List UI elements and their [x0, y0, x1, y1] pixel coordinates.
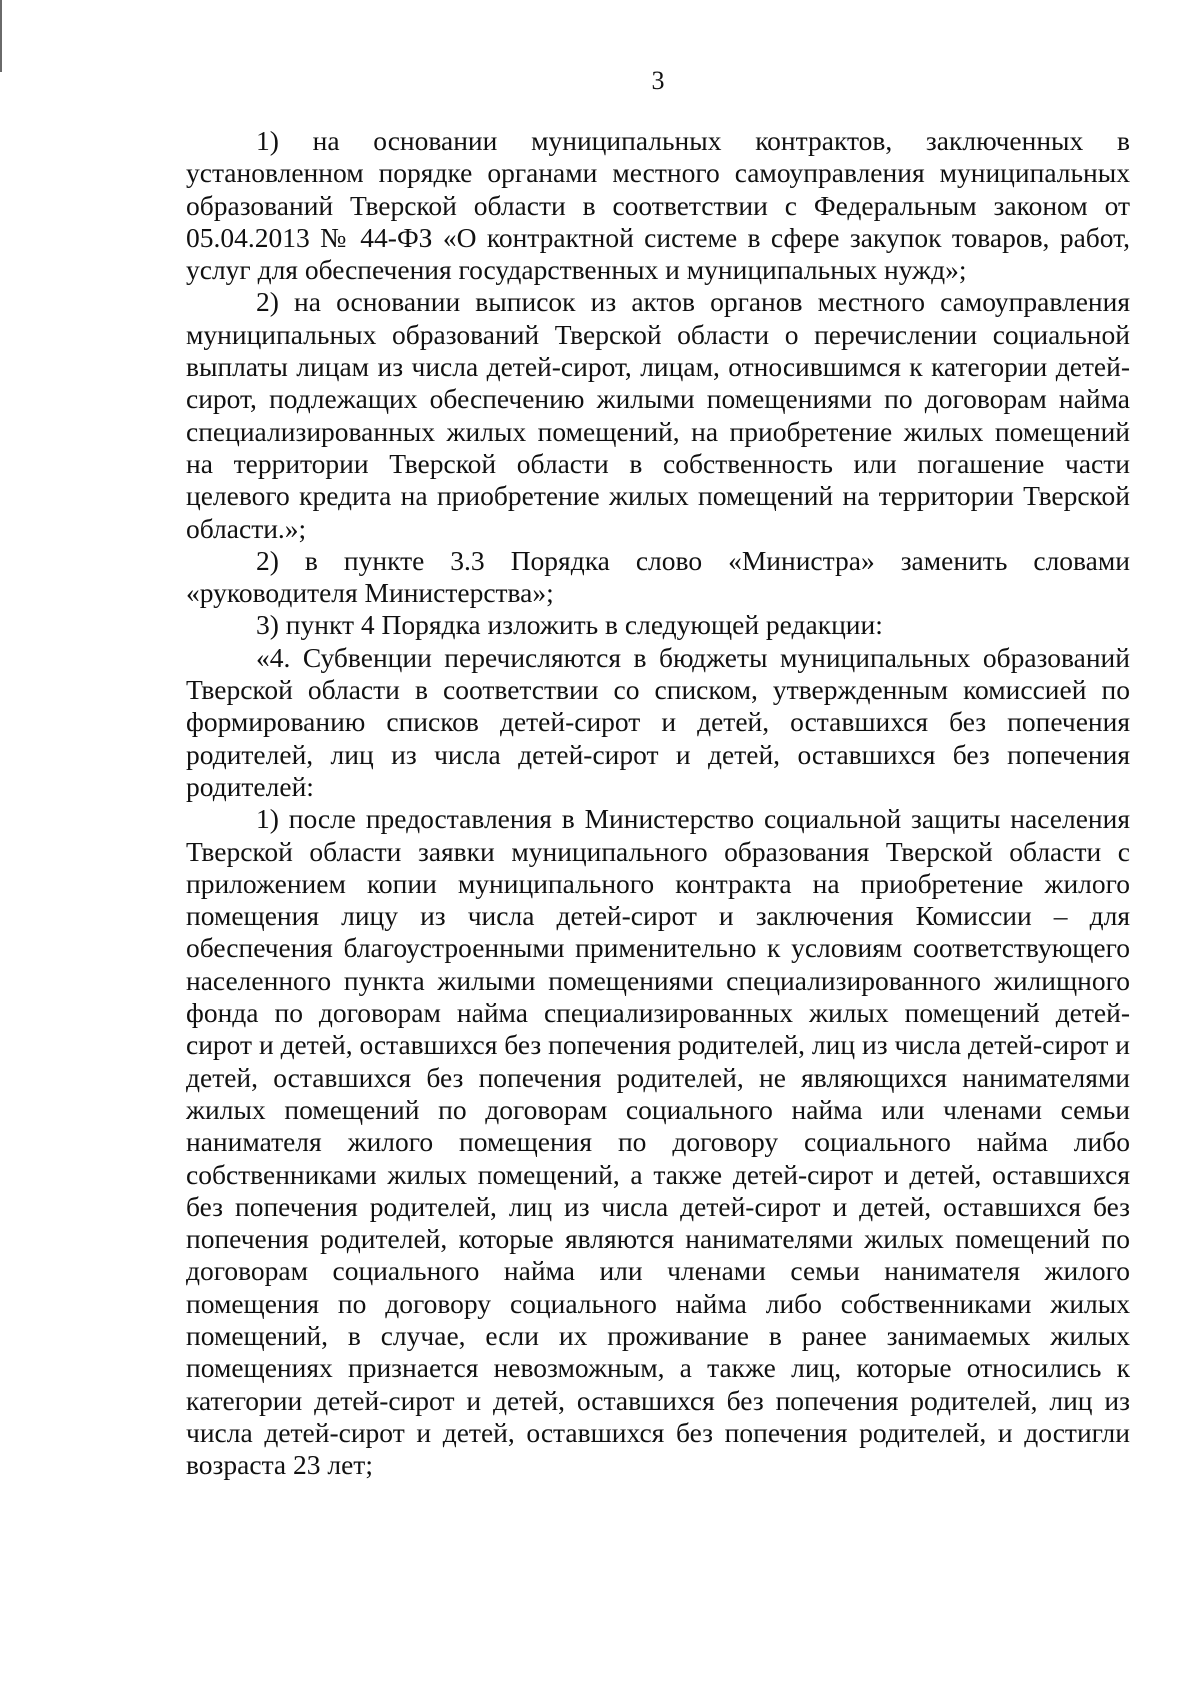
page-number: 3 [651, 66, 665, 95]
scan-edge-line [0, 0, 2, 72]
document-body [186, 125, 1130, 1481]
paragraph-subventions-item-1: 1) после предоставления в Министерство социальной защиты населения Тверской области заявки муниципального образования Тверской области с приложением копии муниципального контракта на приобретение жилого помещения лицу из числа детей-сирот и заключения Комиссии – для обеспечения благоустроенными применительно к условиям соответствующего населенного пункта жилыми помещениями специализированного жилищного фонда по договорам найма специализированных жилых помещений детей-сирот и детей, оставшихся без попечения родителей, лиц из числа детей-сирот и детей, оставшихся без попечения родителей, не являющихся нанимателями жилых помещений по договорам социального найма или членами семьи нанимателя жилого помещения по договору социального найма либо собственниками жилых помещений, а также детей-сирот и детей, оставшихся без попечения родителей, лиц из числа детей-сирот и детей, оставшихся без попечения родителей, которые являются нанимателями жилых помещений по договорам социального найма или членами семьи нанимателя жилого помещения по договору социального найма либо собственниками жилых помещений, в случае, если их проживание в ранее занимаемых жилых помещениях признается невозможным, а также лиц, которые относились к категории детей-сирот и детей, оставшихся без попечения родителей, лиц из числа детей-сирот и детей, оставшихся без попечения родителей, и достигли возраста 23 лет; [186, 803, 1130, 1481]
paragraph-amendment-4: 3) пункт 4 Порядка изложить в следующей редакции: [256, 609, 883, 641]
paragraph-amendment-3-3: 2) в пункте 3.3 Порядка слово «Министра» заменить словами «руководителя Министерства»; [186, 544, 1130, 609]
paragraph-contracts: 1) на основании муниципальных контрактов, заключенных в установленном порядке органами местного самоуправления муниципальных образований Тверской области в соответствии с Федеральным законом от 05.04.2013 № 44-ФЗ «О контрактной системе в сфере закупок товаров, работ, услуг для обеспечения государственных и муниципальных нужд»; [186, 125, 1130, 286]
paragraph-subventions: «4. Субвенции перечисляются в бюджеты муниципальных образований Тверской области в соответствии со списком, утвержденным комиссией по формированию списков детей-сирот и детей, оставшихся без попечения родителей, лиц из числа детей-сирот и детей, оставшихся без попечения родителей: [186, 641, 1130, 802]
paragraph-extracts: 2) на основании выписок из актов органов местного самоуправления муниципальных образований Тверской области о перечислении социальной выплаты лицам из числа детей-сирот, лицам, относившимся к категории детей-сирот, подлежащих обеспечению жилыми помещениями по договорам найма специализированных жилых помещений, на приобретение жилых помещений на территории Тверской области в собственность или погашение части целевого кредита на приобретение жилых помещений на территории Тверской области.»; [186, 286, 1130, 544]
